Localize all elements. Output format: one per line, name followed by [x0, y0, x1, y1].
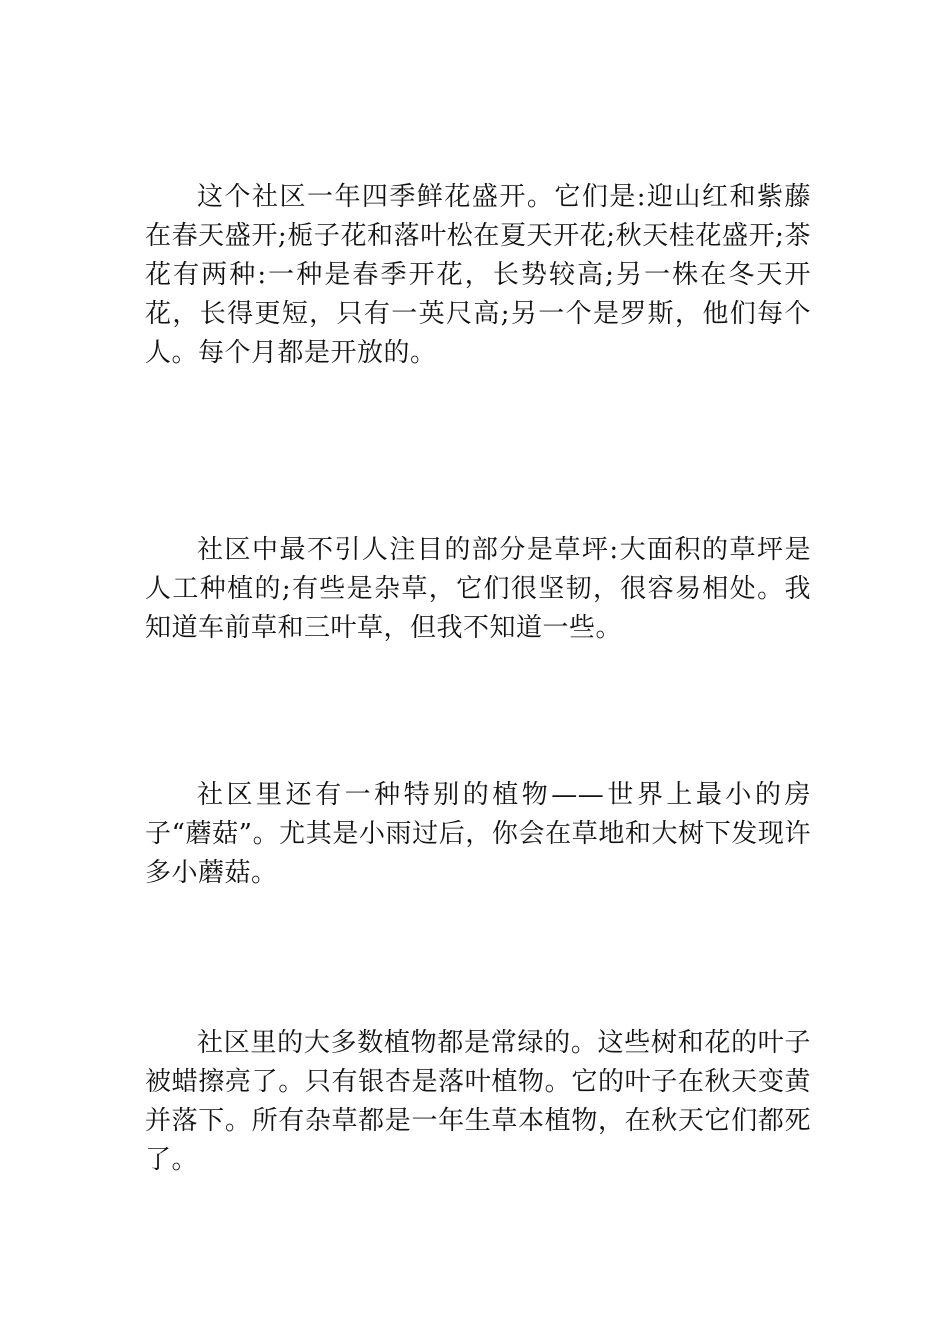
paragraph-flowers: 这个社区一年四季鲜花盛开。它们是:迎山红和紫藤在春天盛开;栀子花和落叶松在夏天开花;秋天桂花盛开;茶花有两种:一种是春季开花，长势较高;另一株在冬天开花，长得更短，只有一英尺高;另一个是罗斯，他们每个人。每个月都是开放的。	[145, 182, 811, 368]
paragraph-lawn: 社区中最不引人注目的部分是草坪:大面积的草坪是人工种植的;有些是杂草，它们很坚韧，很容易相处。我知道车前草和三叶草，但我不知道一些。	[145, 535, 811, 643]
paragraph-evergreen: 社区里的大多数植物都是常绿的。这些树和花的叶子被蜡擦亮了。只有银杏是落叶植物。它的叶子在秋天变黄并落下。所有杂草都是一年生草本植物，在秋天它们都死了。	[145, 1028, 811, 1175]
paragraph-mushrooms: 社区里还有一种特别的植物——世界上最小的房子“蘑菇”。尤其是小雨过后，你会在草地和大树下发现许多小蘑菇。	[145, 780, 811, 888]
